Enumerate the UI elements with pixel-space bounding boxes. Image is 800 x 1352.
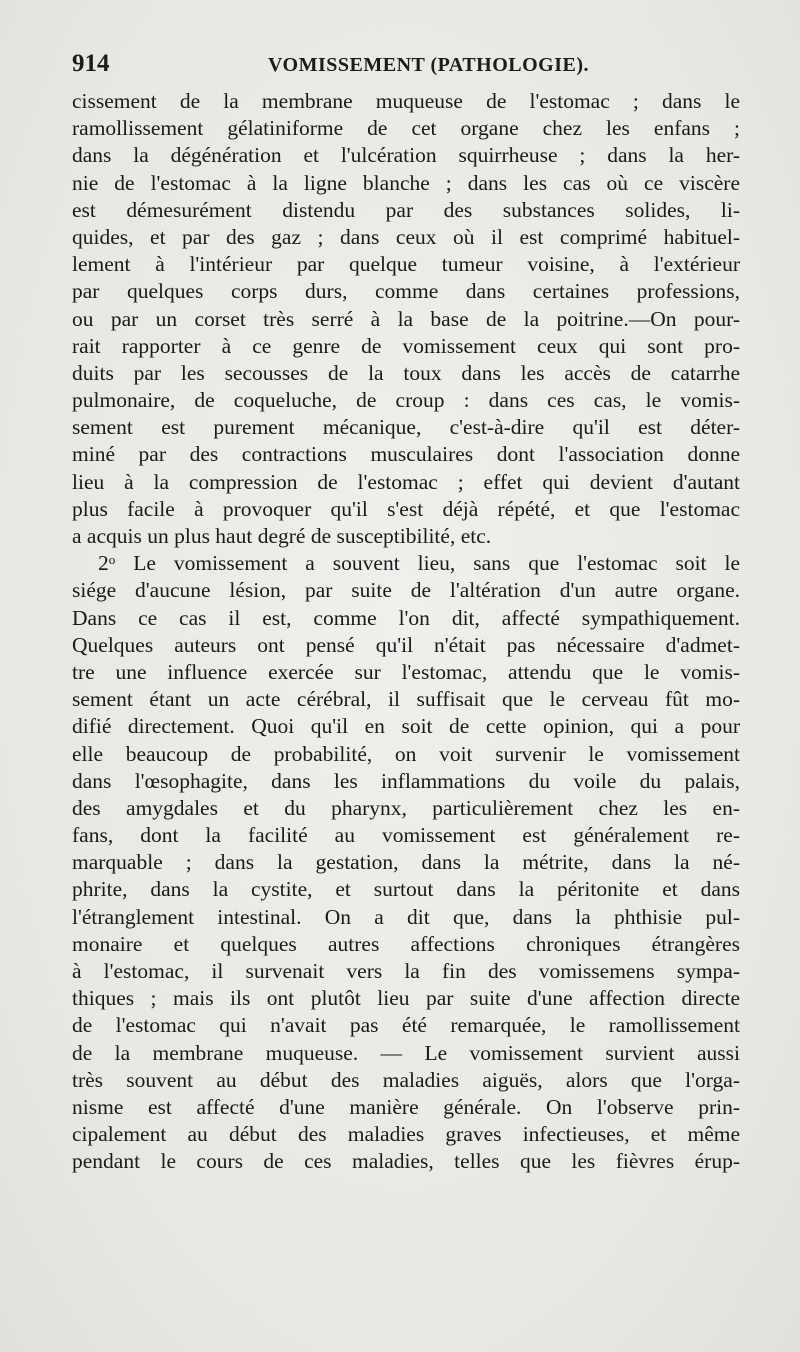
text-line: des amygdales et du pharynx, particulièrement chez les en- xyxy=(72,795,740,820)
text-line: pulmonaire, de coqueluche, de croup : dans ces cas, le vomis- xyxy=(72,388,740,413)
text-line: elle beaucoup de probabilité, on voit survenir le vomissement xyxy=(72,741,740,766)
text-line: rait rapporter à ce genre de vomissement ceux qui sont pro- xyxy=(72,333,740,358)
text-line: de l'estomac qui n'avait pas été remarquée, le ramollissement xyxy=(72,1013,740,1038)
text-line: nisme est affecté d'une manière générale. On l'observe prin- xyxy=(72,1094,740,1119)
text-line: tre une influence exercée sur l'estomac, attendu que le vomis- xyxy=(72,659,740,684)
text-line: Dans ce cas il est, comme l'on dit, affecté sympathiquement. xyxy=(72,605,740,630)
body-text xyxy=(72,88,740,1176)
text-line: sement étant un acte cérébral, il suffisait que le cerveau fût mo- xyxy=(72,687,740,712)
paragraph-ordinal: o xyxy=(108,552,116,568)
text-line: lement à l'intérieur par quelque tumeur voisine, à l'extérieur xyxy=(72,252,740,277)
running-head: VOMISSEMENT (PATHOLOGIE). xyxy=(268,54,590,76)
text-line: siége d'aucune lésion, par suite de l'altération d'un autre organe. xyxy=(72,578,740,603)
text-line: phrite, dans la cystite, et surtout dans la péritonite et dans xyxy=(72,877,740,902)
text-line: est démesurément distendu par des substances solides, li- xyxy=(72,197,740,222)
text-line: cipalement au début des maladies graves infectieuses, et même xyxy=(72,1122,740,1147)
paragraph-number: 2 xyxy=(98,551,109,576)
text-line: l'étranglement intestinal. On a dit que, dans la phthisie pul- xyxy=(72,904,740,929)
text-line: cissement de la membrane muqueuse de l'estomac ; dans le xyxy=(72,89,740,113)
text-line: Quelques auteurs ont pensé qu'il n'était pas nécessaire d'admet- xyxy=(72,632,740,657)
text-line: dans l'œsophagite, dans les inflammations du voile du palais, xyxy=(72,768,740,793)
text-line: thiques ; mais ils ont plutôt lieu par suite d'une affection directe xyxy=(72,986,740,1011)
text-line: duits par les secousses de la toux dans les accès de catarrhe xyxy=(72,360,740,385)
text-line: dans la dégénération et l'ulcération squirrheuse ; dans la her- xyxy=(72,143,740,168)
text-line: Le vomissement a souvent lieu, sans que l'estomac soit le xyxy=(133,551,740,576)
page-header xyxy=(72,50,740,86)
text-line: ou par un corset très serré à la base de la poitrine.—On pour- xyxy=(72,306,740,331)
text-line: lieu à la compression de l'estomac ; effet qui devient d'autant xyxy=(72,469,740,494)
text-line: à l'estomac, il survenait vers la fin des vomissemens sympa- xyxy=(72,959,740,983)
text-line: sement est purement mécanique, c'est-à-dire qu'il est déter- xyxy=(72,415,740,440)
text-line: marquable ; dans la gestation, dans la métrite, dans la né- xyxy=(72,850,740,875)
text-line: monaire et quelques autres affections chroniques étrangères xyxy=(72,931,740,956)
text-line: plus facile à provoquer qu'il s'est déjà répété, et que l'estomac xyxy=(72,496,740,521)
text-line: de la membrane muqueuse. — Le vomissement survient aussi xyxy=(72,1040,740,1065)
text-line: quides, et par des gaz ; dans ceux où il est comprimé habituel- xyxy=(72,224,740,249)
text-line: très souvent au début des maladies aiguës, alors que l'orga- xyxy=(72,1067,740,1092)
paragraph-start-line xyxy=(72,550,740,577)
text-line: difié directement. Quoi qu'il en soit de cette opinion, qui a pour xyxy=(72,714,740,739)
text-line: ramollissement gélatiniforme de cet organe chez les enfans ; xyxy=(72,116,740,141)
text-line: miné par des contractions musculaires dont l'association donne xyxy=(72,442,740,467)
text-line: a acquis un plus haut degré de susceptibilité, etc. xyxy=(72,524,492,548)
text-line: pendant le cours de ces maladies, telles que les fièvres érup- xyxy=(72,1149,740,1174)
text-line: fans, dont la facilité au vomissement est généralement re- xyxy=(72,823,740,848)
page-number: 914 xyxy=(72,50,110,77)
text-line: nie de l'estomac à la ligne blanche ; dans les cas où ce viscère xyxy=(72,170,740,195)
text-line: par quelques corps durs, comme dans certaines professions, xyxy=(72,279,740,304)
